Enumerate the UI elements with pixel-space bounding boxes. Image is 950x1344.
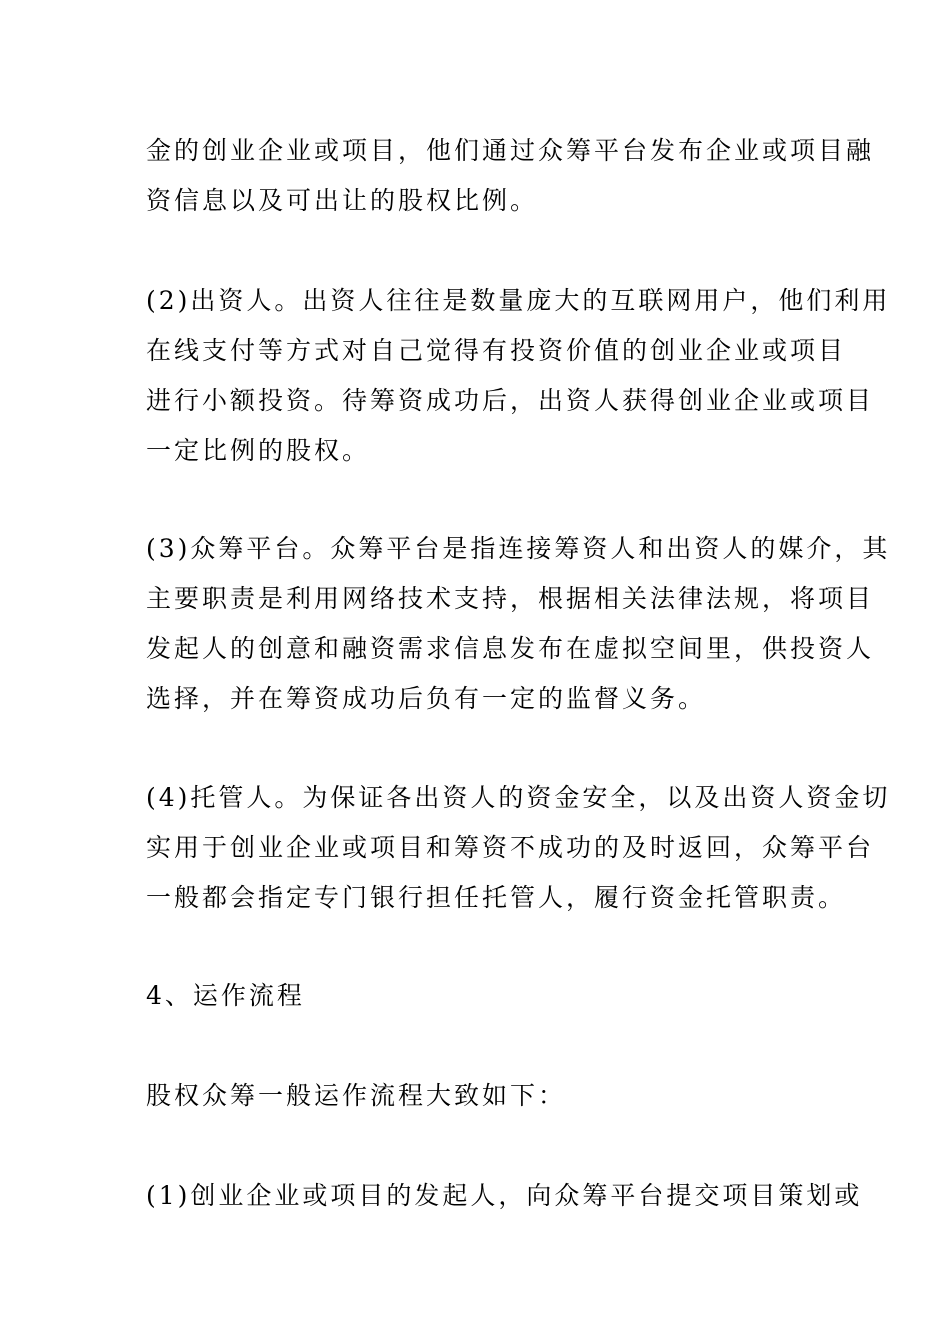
text-line: (3)众筹平台。众筹平台是指连接筹资人和出资人的媒介，其	[146, 534, 891, 563]
paragraph-investor	[146, 276, 891, 476]
paragraph-fundraiser-continuation	[146, 126, 875, 226]
section-heading-operation-process	[146, 971, 810, 1021]
paragraph-process-intro	[146, 1071, 810, 1121]
text-line: 选择，并在筹资成功后负有一定的监督义务。	[146, 684, 707, 713]
text-line: 在线支付等方式对自己觉得有投资价值的创业企业或项目	[146, 336, 847, 365]
text-line: 进行小额投资。待筹资成功后，出资人获得创业企业或项目	[146, 386, 875, 415]
text-line: (4)托管人。为保证各出资人的资金安全，以及出资人资金切	[146, 783, 891, 812]
paragraph-custodian	[146, 773, 891, 923]
text-line: 股权众筹一般运作流程大致如下：	[146, 1081, 567, 1110]
heading-text: 4、运作流程	[146, 981, 305, 1010]
text-line: 一般都会指定专门银行担任托管人，履行资金托管职责。	[146, 883, 847, 912]
paragraph-process-step-1	[146, 1171, 863, 1221]
text-line: 金的创业企业或项目，他们通过众筹平台发布企业或项目融	[146, 136, 875, 165]
text-line: 主要职责是利用网络技术支持，根据相关法律法规，将项目	[146, 584, 875, 613]
paragraph-crowdfunding-platform	[146, 524, 891, 724]
text-line: (1)创业企业或项目的发起人，向众筹平台提交项目策划或	[146, 1181, 863, 1210]
text-line: 实用于创业企业或项目和筹资不成功的及时返回，众筹平台	[146, 833, 875, 862]
text-line: (2)出资人。出资人往往是数量庞大的互联网用户，他们利用	[146, 286, 891, 315]
text-line: 发起人的创意和融资需求信息发布在虚拟空间里，供投资人	[146, 634, 875, 663]
text-line: 资信息以及可出让的股权比例。	[146, 186, 539, 215]
text-line: 一定比例的股权。	[146, 436, 371, 465]
